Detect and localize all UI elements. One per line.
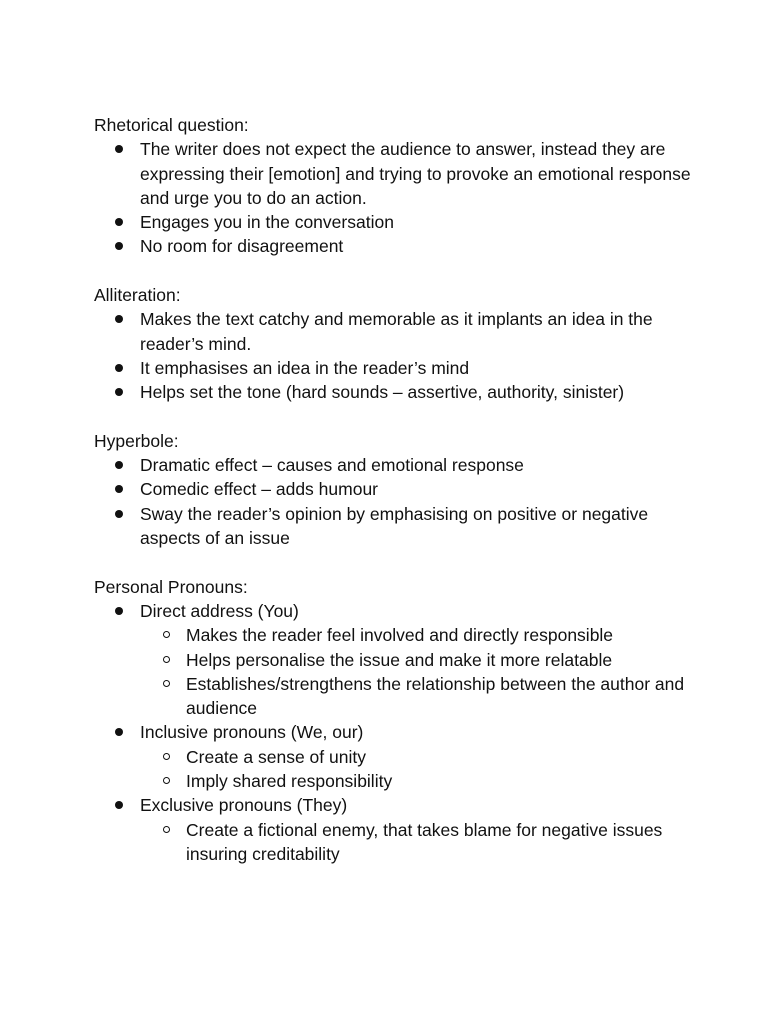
bullet-list	[94, 137, 694, 258]
bullet-icon	[115, 242, 123, 250]
list-item-text: Sway the reader’s opinion by emphasising on positive or negative aspects of an issue	[140, 503, 649, 549]
bullet-icon	[115, 607, 123, 615]
list-item-text: Direct address (You)	[140, 600, 299, 621]
list-item	[140, 453, 694, 477]
sub-bullet-icon	[163, 753, 170, 760]
sub-list-item-text: Create a fictional enemy, that takes blame for negative issues insuring creditability	[186, 819, 663, 864]
sub-bullet-icon	[163, 680, 170, 687]
list-item-text: Engages you in the conversation	[140, 212, 394, 233]
list-item	[140, 599, 694, 720]
sub-list-item	[186, 648, 694, 672]
sub-bullet-list	[140, 623, 694, 720]
bullet-icon	[115, 145, 123, 153]
list-item	[140, 477, 694, 501]
section-personal-pronouns	[94, 575, 694, 867]
sub-bullet-icon	[163, 656, 170, 663]
document-content	[94, 113, 694, 891]
bullet-list	[94, 599, 694, 866]
bullet-icon	[115, 315, 123, 323]
sub-bullet-icon	[163, 826, 170, 833]
list-item-text: Helps set the tone (hard sounds – assertive, authority, sinister)	[140, 382, 625, 403]
list-item	[140, 720, 694, 793]
sub-list-item-text: Makes the reader feel involved and directly responsible	[186, 625, 614, 646]
section-alliteration	[94, 283, 694, 404]
list-item-text: The writer does not expect the audience to answer, instead they are expressing their [emotion] and trying to provoke an emotional response and urge you to do an action.	[140, 139, 691, 208]
section-heading: Hyperbole:	[94, 430, 179, 451]
sub-list-item	[186, 623, 694, 647]
list-item-text: Comedic effect – adds humour	[140, 479, 379, 500]
bullet-list	[94, 307, 694, 404]
section-rhetorical-question	[94, 113, 694, 259]
list-item	[140, 307, 694, 356]
list-item	[140, 380, 694, 404]
list-item	[140, 793, 694, 866]
sub-list-item	[186, 769, 694, 793]
sub-list-item	[186, 745, 694, 769]
list-item	[140, 502, 694, 551]
list-item	[140, 137, 694, 210]
list-item-text: No room for disagreement	[140, 236, 344, 257]
bullet-icon	[115, 510, 123, 518]
list-item-text: Dramatic effect – causes and emotional response	[140, 455, 524, 476]
sub-list-item	[186, 672, 694, 721]
bullet-list	[94, 453, 694, 550]
bullet-icon	[115, 728, 123, 736]
bullet-icon	[115, 485, 123, 493]
list-item-text: Makes the text catchy and memorable as it implants an idea in the reader’s mind.	[140, 309, 653, 354]
sub-list-item-text: Establishes/strengthens the relationship between the author and audience	[186, 673, 685, 719]
list-item-text: Exclusive pronouns (They)	[140, 795, 348, 816]
list-item-text: Inclusive pronouns (We, our)	[140, 722, 364, 743]
sub-bullet-icon	[163, 777, 170, 784]
bullet-icon	[115, 388, 123, 396]
list-item	[140, 356, 694, 380]
sub-bullet-icon	[163, 631, 170, 638]
section-hyperbole	[94, 429, 694, 550]
sub-list-item-text: Imply shared responsibility	[186, 771, 393, 792]
section-heading: Personal Pronouns:	[94, 576, 248, 597]
bullet-icon	[115, 218, 123, 226]
sub-bullet-list	[140, 745, 694, 794]
sub-list-item	[186, 818, 694, 867]
sub-list-item-text: Helps personalise the issue and make it more relatable	[186, 649, 613, 670]
sub-list-item-text: Create a sense of unity	[186, 746, 366, 767]
sub-bullet-list	[140, 818, 694, 867]
list-item-text: It emphasises an idea in the reader’s mind	[140, 357, 470, 378]
bullet-icon	[115, 801, 123, 809]
list-item	[140, 210, 694, 234]
bullet-icon	[115, 461, 123, 469]
list-item	[140, 234, 694, 258]
section-heading: Rhetorical question:	[94, 115, 249, 135]
section-heading: Alliteration:	[94, 285, 181, 306]
bullet-icon	[115, 364, 123, 372]
